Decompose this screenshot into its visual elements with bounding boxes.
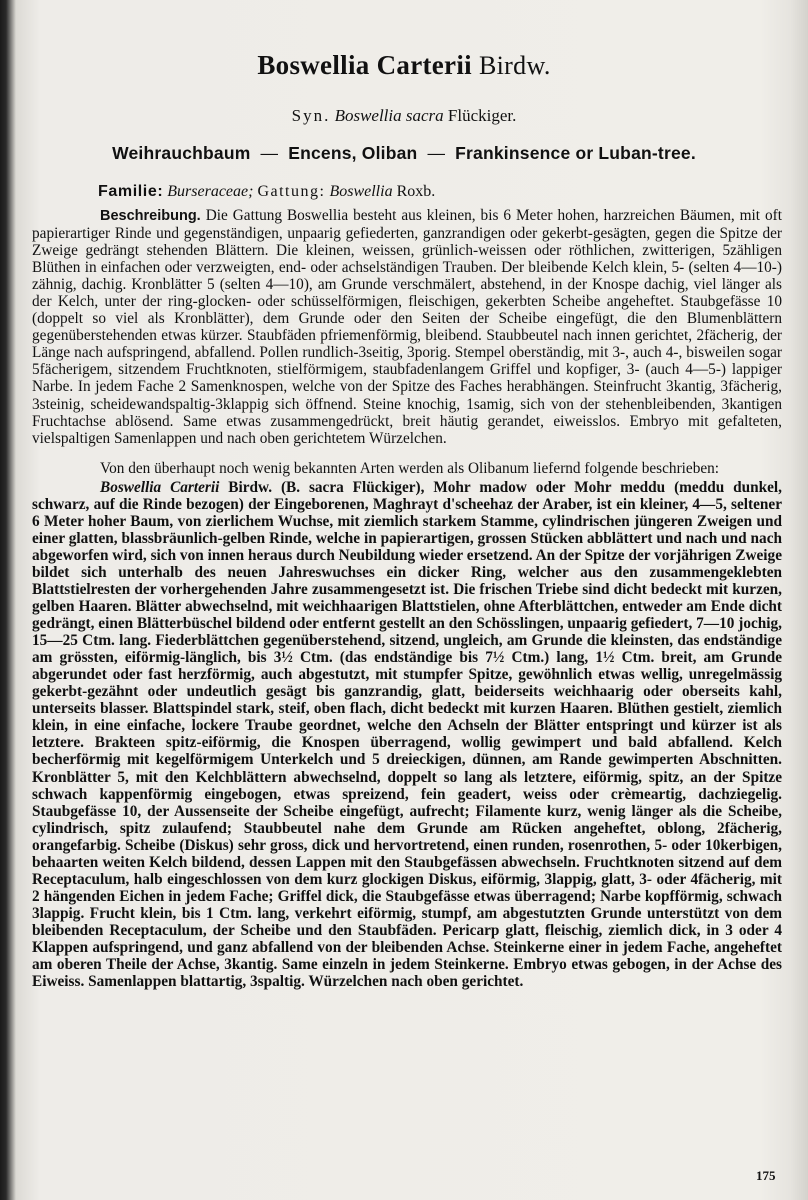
synonym-prefix: Syn.	[291, 106, 331, 125]
synonym-line	[0, 106, 808, 126]
description-paragraph-1	[32, 207, 782, 447]
description-paragraph-2	[32, 460, 782, 477]
common-names-line	[0, 143, 808, 164]
common-name-german: Weihrauchbaum	[112, 143, 251, 163]
genus-label: Gattung:	[257, 183, 326, 200]
species-lead: Boswellia Carterii	[100, 478, 220, 496]
species-author: Birdw.	[479, 51, 551, 80]
family-value: Burseraceae;	[167, 183, 254, 200]
common-name-french: Encens, Oliban	[288, 143, 418, 163]
description-body	[32, 207, 782, 990]
classification-line	[98, 183, 435, 201]
common-name-english: Frankinsence or Luban-tree.	[455, 143, 696, 163]
description-paragraph-3	[32, 479, 782, 990]
description-text-3: Birdw. (B. sacra Flückiger), Mohr madow oder Mohr meddu (meddu dunkel, schwarz, auf die Rinde bezogen) der Eingeborenen, Maghrayt d'scheehaz der Araber, ist ein kleiner, 4—5, seltener 6 Meter hoher Baum, von zierlichem Wuchse, mit ziemlich starkem Stamme, cylindrischen jüngeren Zweigen und einer glatten, blassbräunlich-gelben Rinde, welche in papierartigen, grossen Stücken abblättert und nach und nach abgeworfen wird, sich von innen heraus durch Neubildung wieder ersetzend. An der Spitze der vorjährigen Zweige bildet sich unterhalb des neuen Jahreswuchses ein dicker Ring, welcher aus den zusammengeklebten Blattstielresten der vorhergehenden Jahre zusammengesetzt ist. Die frischen Triebe sind dicht bedeckt mit kurzen, gelben Haaren. Blätter abwechselnd, mit weichhaarigen Blattstielen, ohne Afterblättchen, entweder am Ende dicht gedrängt, einen Blätterbüschel bildend oder entfernt gestellt an den Schösslingen, unpaarig gefiedert, 7—10 jochig, 15—25 Ctm. lang. Fiederblättchen gegenüberstehend, sitzend, ungleich, am Grunde die kleinsten, das endständige am grössten, eiförmig-länglich, bis 3½ Ctm. (das endständige bis 7½ Ctm.) lang, 1½ Ctm. breit, am Grunde abgerundet oder fast herzförmig, auch abgestutzt, mit stumpfer Spitze, gewöhnlich etwas wellig, unregelmässig gekerbt-gezähnt oder undeutlich gesägt bis ganzrandig, glatt, beiderseits weichhaarig oder oberseits kahl, unterseits blasser. Blattspindel stark, steif, oben flach, dicht bedeckt mit kurzen Haaren. Blüthen gestielt, ziemlich klein, in eine einfache, lockere Traube geordnet, welche den Achseln der Blätter entspringt und kürzer ist als letztere. Brakteen spitz-eiförmig, die Knospen überragend, wollig gewimpert und bald abfallend. Kelch becherförmig mit kegelförmigem Unterkelch und 5 dreieckigen, dünnen, am Rande gewimperten Abschnitten. Kronblätter 5, mit den Kelchblättern abwechselnd, doppelt so lang als letztere, eiförmig, spitz, an der Spitze schwach kappenförmig eingebogen, etwas spreizend, fein geadert, weiss oder crèmeartig, dachziegelig. Staubgefässe 10, der Aussenseite der Scheibe eingefügt, aufrecht; Filamente kurz, wenig länger als die Scheibe, cylindrisch, spitz zulaufend; Staubbeutel nahe dem Grunde am Rücken angeheftet, oblong, 2fächerig, orangefarbig. Scheibe (Diskus) sehr gross, dick und hervortretend, einen runden, rosenrothen, 5- oder 10kerbigen, behaarten weiten Kelch bildend, dessen Lappen mit den Staubgefässen abwechseln. Fruchtknoten sitzend auf dem Receptaculum, halb eingeschlossen von dem kurz glockigen Diskus, eiförmig, 3lappig, glatt, 3- oder 4fächerig, mit 2 hängenden Eichen in jedem Fache; Griffel dick, die Staubgefässe etwas überragend; Narbe kopfförmig, schwach 3lappig. Frucht klein, bis 1 Ctm. lang, verkehrt eiförmig, stumpf, am abgestutzten Grunde unterstützt von dem bleibenden Receptaculum, der Scheibe und den Staubfäden. Pericarp glatt, fleischig, ziemlich dick, in 3 oder 4 Klappen aufspringend, und ganz abfallend von der bleibenden Achse. Steinkerne einer in jedem Fache, angeheftet am oberen Theile der Achse, 3kantig. Same einzeln in jedem Steinkerne. Embryo etwas gebogen, in der Achse des Eiweiss. Samenlappen blattartig, 3spaltig. Würzelchen nach oben gerichtet.	[32, 478, 783, 991]
species-name: Boswellia Carterii	[257, 50, 472, 80]
synonym-species: Boswellia sacra	[334, 106, 444, 125]
name-separator: —	[260, 143, 279, 163]
genus-value: Boswellia	[329, 183, 393, 200]
page-title	[0, 50, 808, 81]
family-label: Familie:	[98, 183, 164, 200]
genus-author: Roxb.	[396, 183, 436, 200]
name-separator: —	[427, 143, 446, 163]
description-text-2: Von den überhaupt noch wenig bekannten Arten werden als Olibanum liefernd folgende beschrieben:	[100, 459, 720, 477]
page-number: 175	[756, 1168, 776, 1183]
description-text-1: Die Gattung Boswellia besteht aus kleinen, bis 6 Meter hohen, harzreichen Bäumen, mit oft papierartiger Rinde und gegenständigen, unpaarig gefiederten, ganzrandigen oder gekerbt-gesägten, gegen die Spitze der Zweige gedrängt stehenden Blättern. Die kleinen, weissen, grünlich-weissen oder röthlichen, zwitterigen, 5zähligen Blüthen in einfachen oder verzweigten, end- oder achselständigen Trauben. Der bleibende Kelch klein, 5- (selten 4—10-) zähnig, dachig. Kronblätter 5 (selten 4—10), am Grunde verschmälert, abstehend, in der Knospe dachig, viel länger als der Kelch, unter der ring-glocken- oder schüsselförmigen, fleischigen, gekerbten Scheibe angeheftet. Staubgefässe 10 (doppelt so viel als Kronblätter), dem Grunde oder den Seiten der Scheibe eingefügt, die den Blumenblättern gegenüberstehenden etwas kürzer. Staubfäden pfriemenförmig, bleibend. Staubbeutel nach innen gerichtet, 2fächerig, der Länge nach aufspringend, abfallend. Pollen rundlich-3seitig, 3porig. Stempel oberständig, mit 3-, auch 4-, bisweilen sogar 5fächerigem, sitzendem Fruchtknoten, stielförmigem, staubfadenlangem Griffel und kopfiger, 3- (auch 4—5-) lappiger Narbe. In jedem Fache 2 Samenknospen, welche von der Spitze des Faches herabhängen. Steinfrucht 3kantig, 3fächerig, 3steinig, scheidewandspaltig-3klappig sich öffnend. Steine knochig, 1samig, sich von der stehenbleibenden, 3kantigen Fruchtachse ablösend. Same etwas zusammengedrückt, breit häutig gerandet, eiweisslos. Embryo mit gefalteten, vielspaltigen Samenlappen und nach oben gerichtetem Würzelchen.	[32, 207, 782, 447]
synonym-author: Flückiger.	[447, 106, 517, 125]
description-label: Beschreibung.	[100, 208, 201, 224]
